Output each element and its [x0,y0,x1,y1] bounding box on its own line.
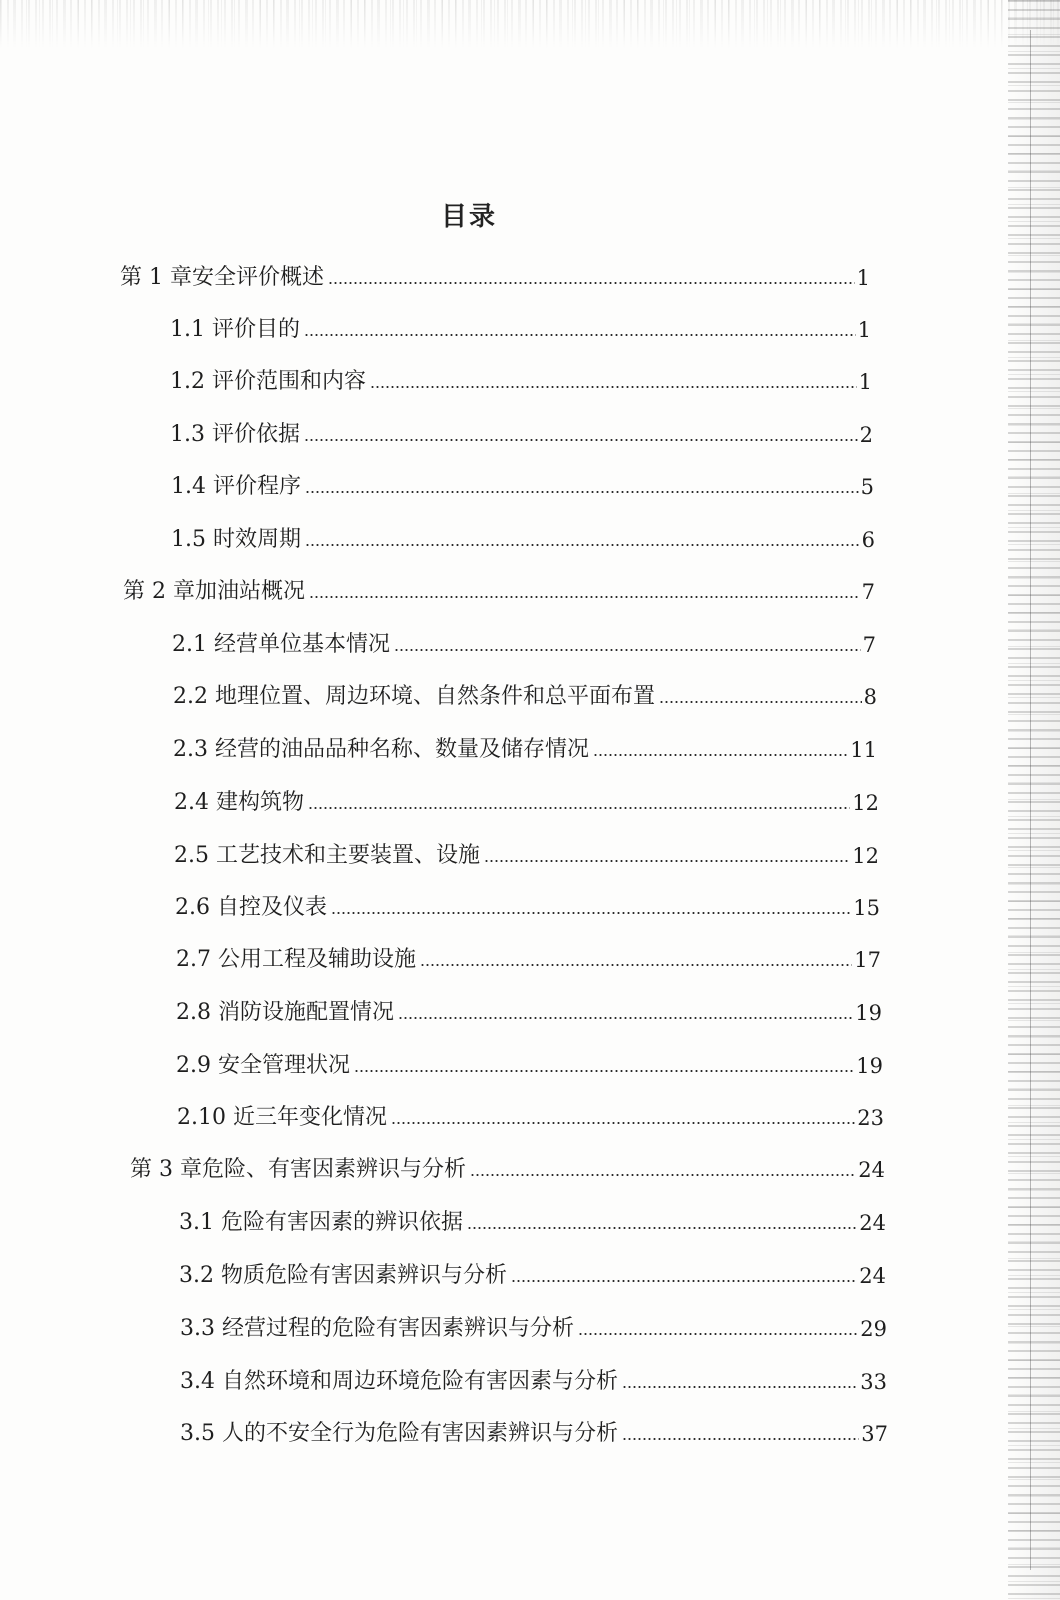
toc-entry-page: 37 [861,1422,888,1446]
toc-entry-page: 8 [863,685,877,709]
toc-entry-page: 11 [850,738,877,762]
toc-entry-1-1[interactable] [170,310,871,344]
toc-entry-label: 3.1 危险有害因素的辨识依据 [179,1210,463,1235]
toc-entry-2-6[interactable] [175,888,880,922]
toc-entry-page: 12 [852,844,879,868]
toc-entry-2-8[interactable] [176,993,882,1027]
toc-entry-label: 第 3 章危险、有害因素辨识与分析 [130,1157,466,1182]
toc-entry-chapter-2[interactable] [123,572,875,606]
toc-entry-page: 23 [857,1106,884,1130]
toc-entry-label: 第 2 章加油站概况 [123,579,305,604]
toc-entry-label: 3.3 经营过程的危险有害因素辨识与分析 [180,1316,574,1341]
toc-entry-page: 1 [856,266,870,290]
toc-dot-leader [578,1333,858,1335]
toc-entry-label: 2.10 近三年变化情况 [177,1105,387,1130]
toc-entry-page: 24 [859,1211,886,1235]
toc-dot-leader [659,701,862,703]
toc-dot-leader [305,491,859,493]
toc-entry-page: 24 [858,1158,885,1182]
toc-entry-page: 24 [859,1264,886,1288]
toc-entry-2-2[interactable] [173,677,877,711]
toc-dot-leader [622,1438,859,1440]
toc-title: 目录 [440,202,497,232]
toc-entry-page: 1 [857,318,871,342]
toc-entry-chapter-3[interactable] [130,1150,885,1184]
toc-entry-1-2[interactable] [170,362,872,396]
toc-entry-1-4[interactable] [171,467,874,501]
toc-dot-leader [467,1227,857,1229]
toc-dot-leader [511,1280,857,1282]
toc-dot-leader [304,334,856,336]
toc-dot-leader [420,964,852,966]
toc-entry-page: 33 [860,1370,887,1394]
toc-entry-label: 1.3 评价依据 [170,422,300,447]
toc-entry-3-2[interactable] [179,1256,886,1290]
toc-dot-leader [304,439,858,441]
toc-dot-leader [398,1017,853,1019]
toc-dot-leader [622,1386,858,1388]
toc-entry-2-1[interactable] [172,625,876,659]
toc-entry-2-9[interactable] [176,1046,883,1080]
toc-dot-leader [593,754,848,756]
toc-dot-leader [331,912,851,914]
toc-entry-page: 12 [852,791,879,815]
toc-dot-leader [370,386,857,388]
toc-entry-page: 29 [860,1317,887,1341]
toc-entry-2-4[interactable] [174,783,879,817]
toc-entry-1-5[interactable] [171,520,875,554]
toc-dot-leader [305,544,860,546]
toc-entry-label: 2.3 经营的油品品种名称、数量及储存情况 [173,737,589,762]
toc-entry-3-5[interactable] [180,1414,888,1448]
toc-dot-leader [328,282,855,284]
toc-entry-label: 第 1 章安全评价概述 [120,265,324,290]
toc-entry-page: 19 [855,1001,882,1025]
toc-entry-label: 3.2 物质危险有害因素辨识与分析 [179,1263,507,1288]
toc-entry-page: 6 [861,528,875,552]
toc-entry-page: 2 [859,423,873,447]
toc-entry-2-7[interactable] [176,940,881,974]
toc-entry-2-10[interactable] [177,1098,884,1132]
toc-dot-leader [308,807,850,809]
toc-entry-1-3[interactable] [170,415,873,449]
toc-entry-label: 2.4 建构筑物 [174,790,304,815]
toc-entry-label: 2.2 地理位置、周边环境、自然条件和总平面布置 [173,684,655,709]
toc-entry-3-1[interactable] [179,1203,886,1237]
toc-entry-page: 5 [860,475,874,499]
toc-dot-leader [391,1122,855,1124]
toc-entry-label: 2.8 消防设施配置情况 [176,1000,394,1025]
toc-entry-label: 1.5 时效周期 [171,527,301,552]
toc-entry-page: 17 [854,948,881,972]
toc-dot-leader [470,1174,856,1176]
toc-entry-2-5[interactable] [174,836,879,870]
toc-dot-leader [484,860,850,862]
toc-entry-page: 15 [853,896,880,920]
toc-entry-label: 1.4 评价程序 [171,474,301,499]
toc-entry-3-4[interactable] [180,1362,887,1396]
toc-entry-label: 2.1 经营单位基本情况 [172,632,390,657]
toc-entry-3-3[interactable] [180,1309,887,1343]
toc-entry-chapter-1[interactable] [120,258,870,292]
toc-entry-label: 1.1 评价目的 [170,317,300,342]
toc-entry-label: 3.4 自然环境和周边环境危险有害因素与分析 [180,1369,618,1394]
toc-entry-page: 7 [862,633,876,657]
toc-entry-label: 2.7 公用工程及辅助设施 [176,947,416,972]
toc-entry-label: 2.6 自控及仪表 [175,895,327,920]
toc-dot-leader [394,649,861,651]
toc-dot-leader [309,596,860,598]
toc-entry-page: 1 [858,370,872,394]
toc-entry-label: 2.5 工艺技术和主要装置、设施 [174,843,480,868]
toc-entry-label: 1.2 评价范围和内容 [170,369,366,394]
toc-entry-2-3[interactable] [173,730,877,764]
toc-entry-label: 3.5 人的不安全行为危险有害因素辨识与分析 [180,1421,618,1446]
toc-entry-page: 19 [856,1054,883,1078]
toc-dot-leader [354,1070,854,1072]
toc-entry-page: 7 [861,580,875,604]
toc-entry-label: 2.9 安全管理状况 [176,1053,350,1078]
